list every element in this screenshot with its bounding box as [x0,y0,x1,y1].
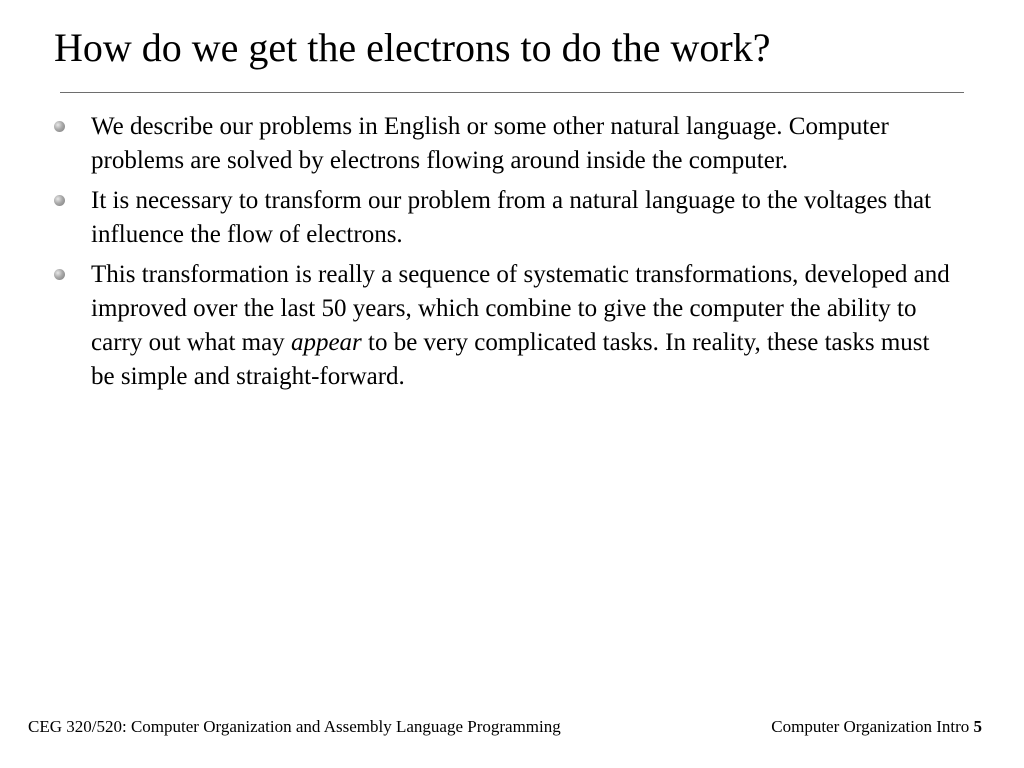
slide-title: How do we get the electrons to do the work? [54,25,771,70]
footer-course: CEG 320/520: Computer Organization and Assembly Language Programming [28,717,561,736]
footer-right [771,716,982,738]
bullet-text-part: This transformation is really a sequence of systematic transformations, developed and improved over the last 50 years, which combine to give the computer the ability to carry out what may [91,261,950,356]
page-number: 5 [973,717,982,736]
footer-section: Computer Organization Intro [771,717,970,736]
bullet-item [0,110,1024,178]
bullet-item [0,258,1024,394]
bullet-dot-icon [54,121,65,132]
bullet-text: We describe our problems in English or some other natural language. Computer problems are solved by electrons flowing around inside the computer. [91,113,889,174]
bullet-text: It is necessary to transform our problem from a natural language to the voltages that influence the flow of electrons. [91,187,932,248]
bullet-text [91,258,951,394]
bullet-text-part: to be very complicated tasks. In reality, these tasks must be simple and straight-forward. [91,329,930,390]
bullet-list [0,110,1024,400]
bullet-dot-icon [54,269,65,280]
bullet-item [0,184,1024,252]
bullet-dot-icon [54,195,65,206]
emphasized-word: appear [290,329,362,356]
title-divider [60,92,964,93]
